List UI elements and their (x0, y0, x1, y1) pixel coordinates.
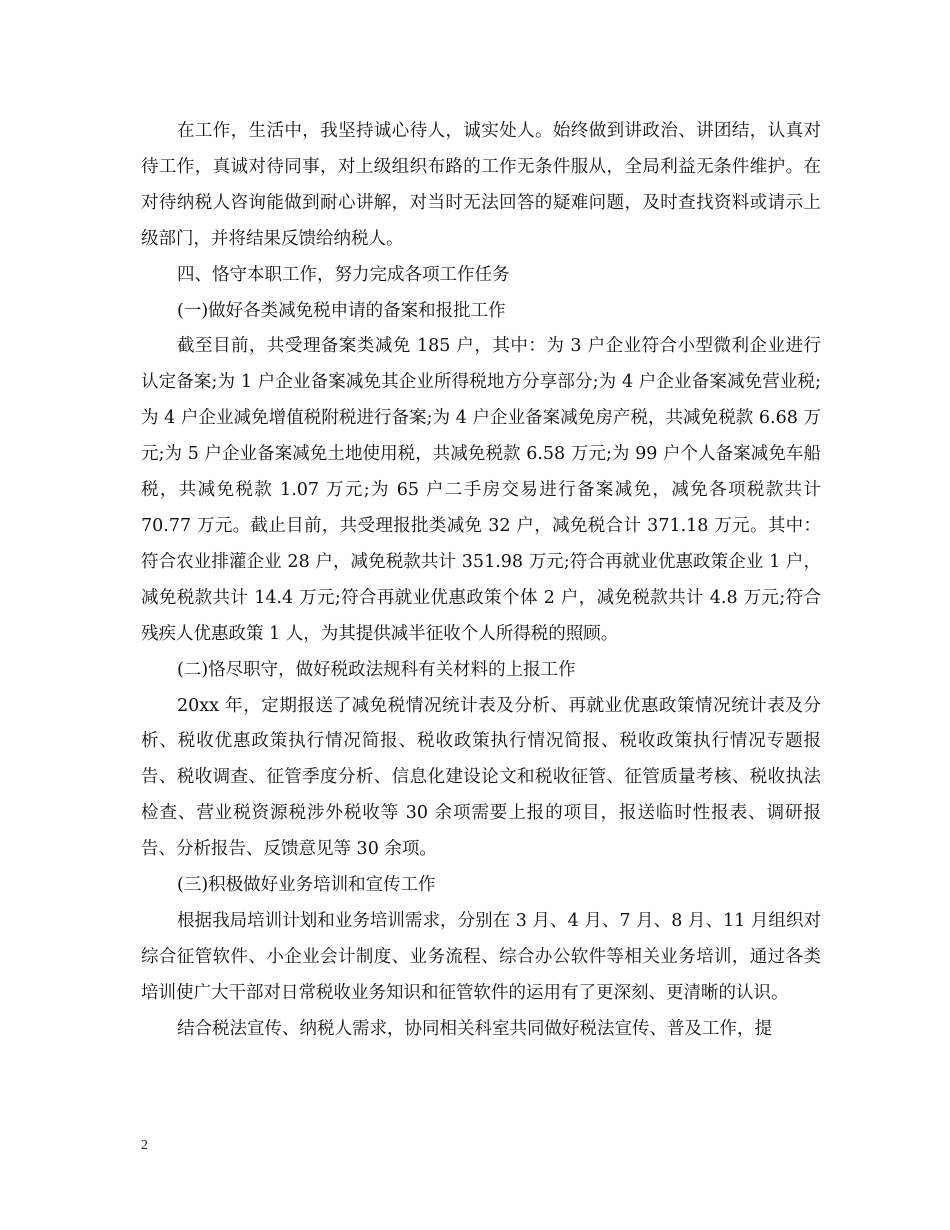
paragraph-tax-relief: 截至目前，共受理备案类减免 185 户，其中：为 3 户企业符合小型微利企业进行认定备案;为 1 户企业备案减免其企业所得税地方分享部分;为 4 户企业备案减免营业税;为 4 户企业减免增值税附税进行备案;为 4 户企业备案减免房产税，共减免税款 6.68 万元;为 5 户企业备案减免土地使用税，共减免税款 6.58 万元;为 99 户个人备案减免车船税，共减免税款 1.07 万元;为 65 户二手房交易进行备案减免，减免各项税款共计 70.77 万元。截止目前，共受理报批类减免 32 户，减免税合计 371.18 万元。其中：符合农业排灌企业 28 户，减免税款共计 351.98 万元;符合再就业优惠政策企业 1 户，减免税款共计 14.4 万元;符合再就业优惠政策个体 2 户，减免税款共计 4.8 万元;符合残疾人优惠政策 1 人，为其提供减半征收个人所得税的照顾。 (141, 336, 821, 644)
subsection-heading-1: (一)做好各类减免税申请的备案和报批工作 (177, 300, 506, 321)
section-heading-4: 四、恪守本职工作，努力完成各项工作任务 (177, 264, 510, 285)
paragraph-publicity: 结合税法宣传、纳税人需求，协同相关科室共同做好税法宣传、普及工作，提 (177, 1018, 772, 1039)
subsection-heading-3: (三)积极做好业务培训和宣传工作 (177, 875, 436, 896)
paragraph-training: 根据我局培训计划和业务培训需求，分别在 3 月、4 月、7 月、8 月、11 月组织对综合征管软件、小企业会计制度、业务流程、综合办公软件等相关业务培训，通过各类培训使广大干部对日常税收业务知识和征管软件的运用有了更深刻、更清晰的认识。 (141, 910, 821, 1003)
paragraph-reporting: 20xx 年，定期报送了减免税情况统计表及分析、再就业优惠政策情况统计表及分析、税收优惠政策执行情况简报、税收政策执行情况简报、税收政策执行情况专题报告、税收调查、征管季度分析、信息化建设论文和税收征管、征管质量考核、税收执法检查、营业税资源税涉外税收等 30 余项需要上报的项目，报送临时性报表、调研报告、分析报告、反馈意见等 30 余项。 (141, 695, 821, 860)
paragraph-work-attitude: 在工作，生活中，我坚持诚心待人，诚实处人。始终做到讲政治、讲团结，认真对待工作，真诚对待同事，对上级组织布路的工作无条件服从，全局利益无条件维护。在对待纳税人咨询能做到耐心讲解，对当时无法回答的疑难问题，及时查找资料或请示上级部门，并将结果反馈给纳税人。 (141, 121, 821, 249)
document-body (141, 114, 821, 1048)
subsection-heading-2: (二)恪尽职守，做好税政法规科有关材料的上报工作 (177, 659, 576, 680)
page-number: 2 (141, 1138, 148, 1153)
